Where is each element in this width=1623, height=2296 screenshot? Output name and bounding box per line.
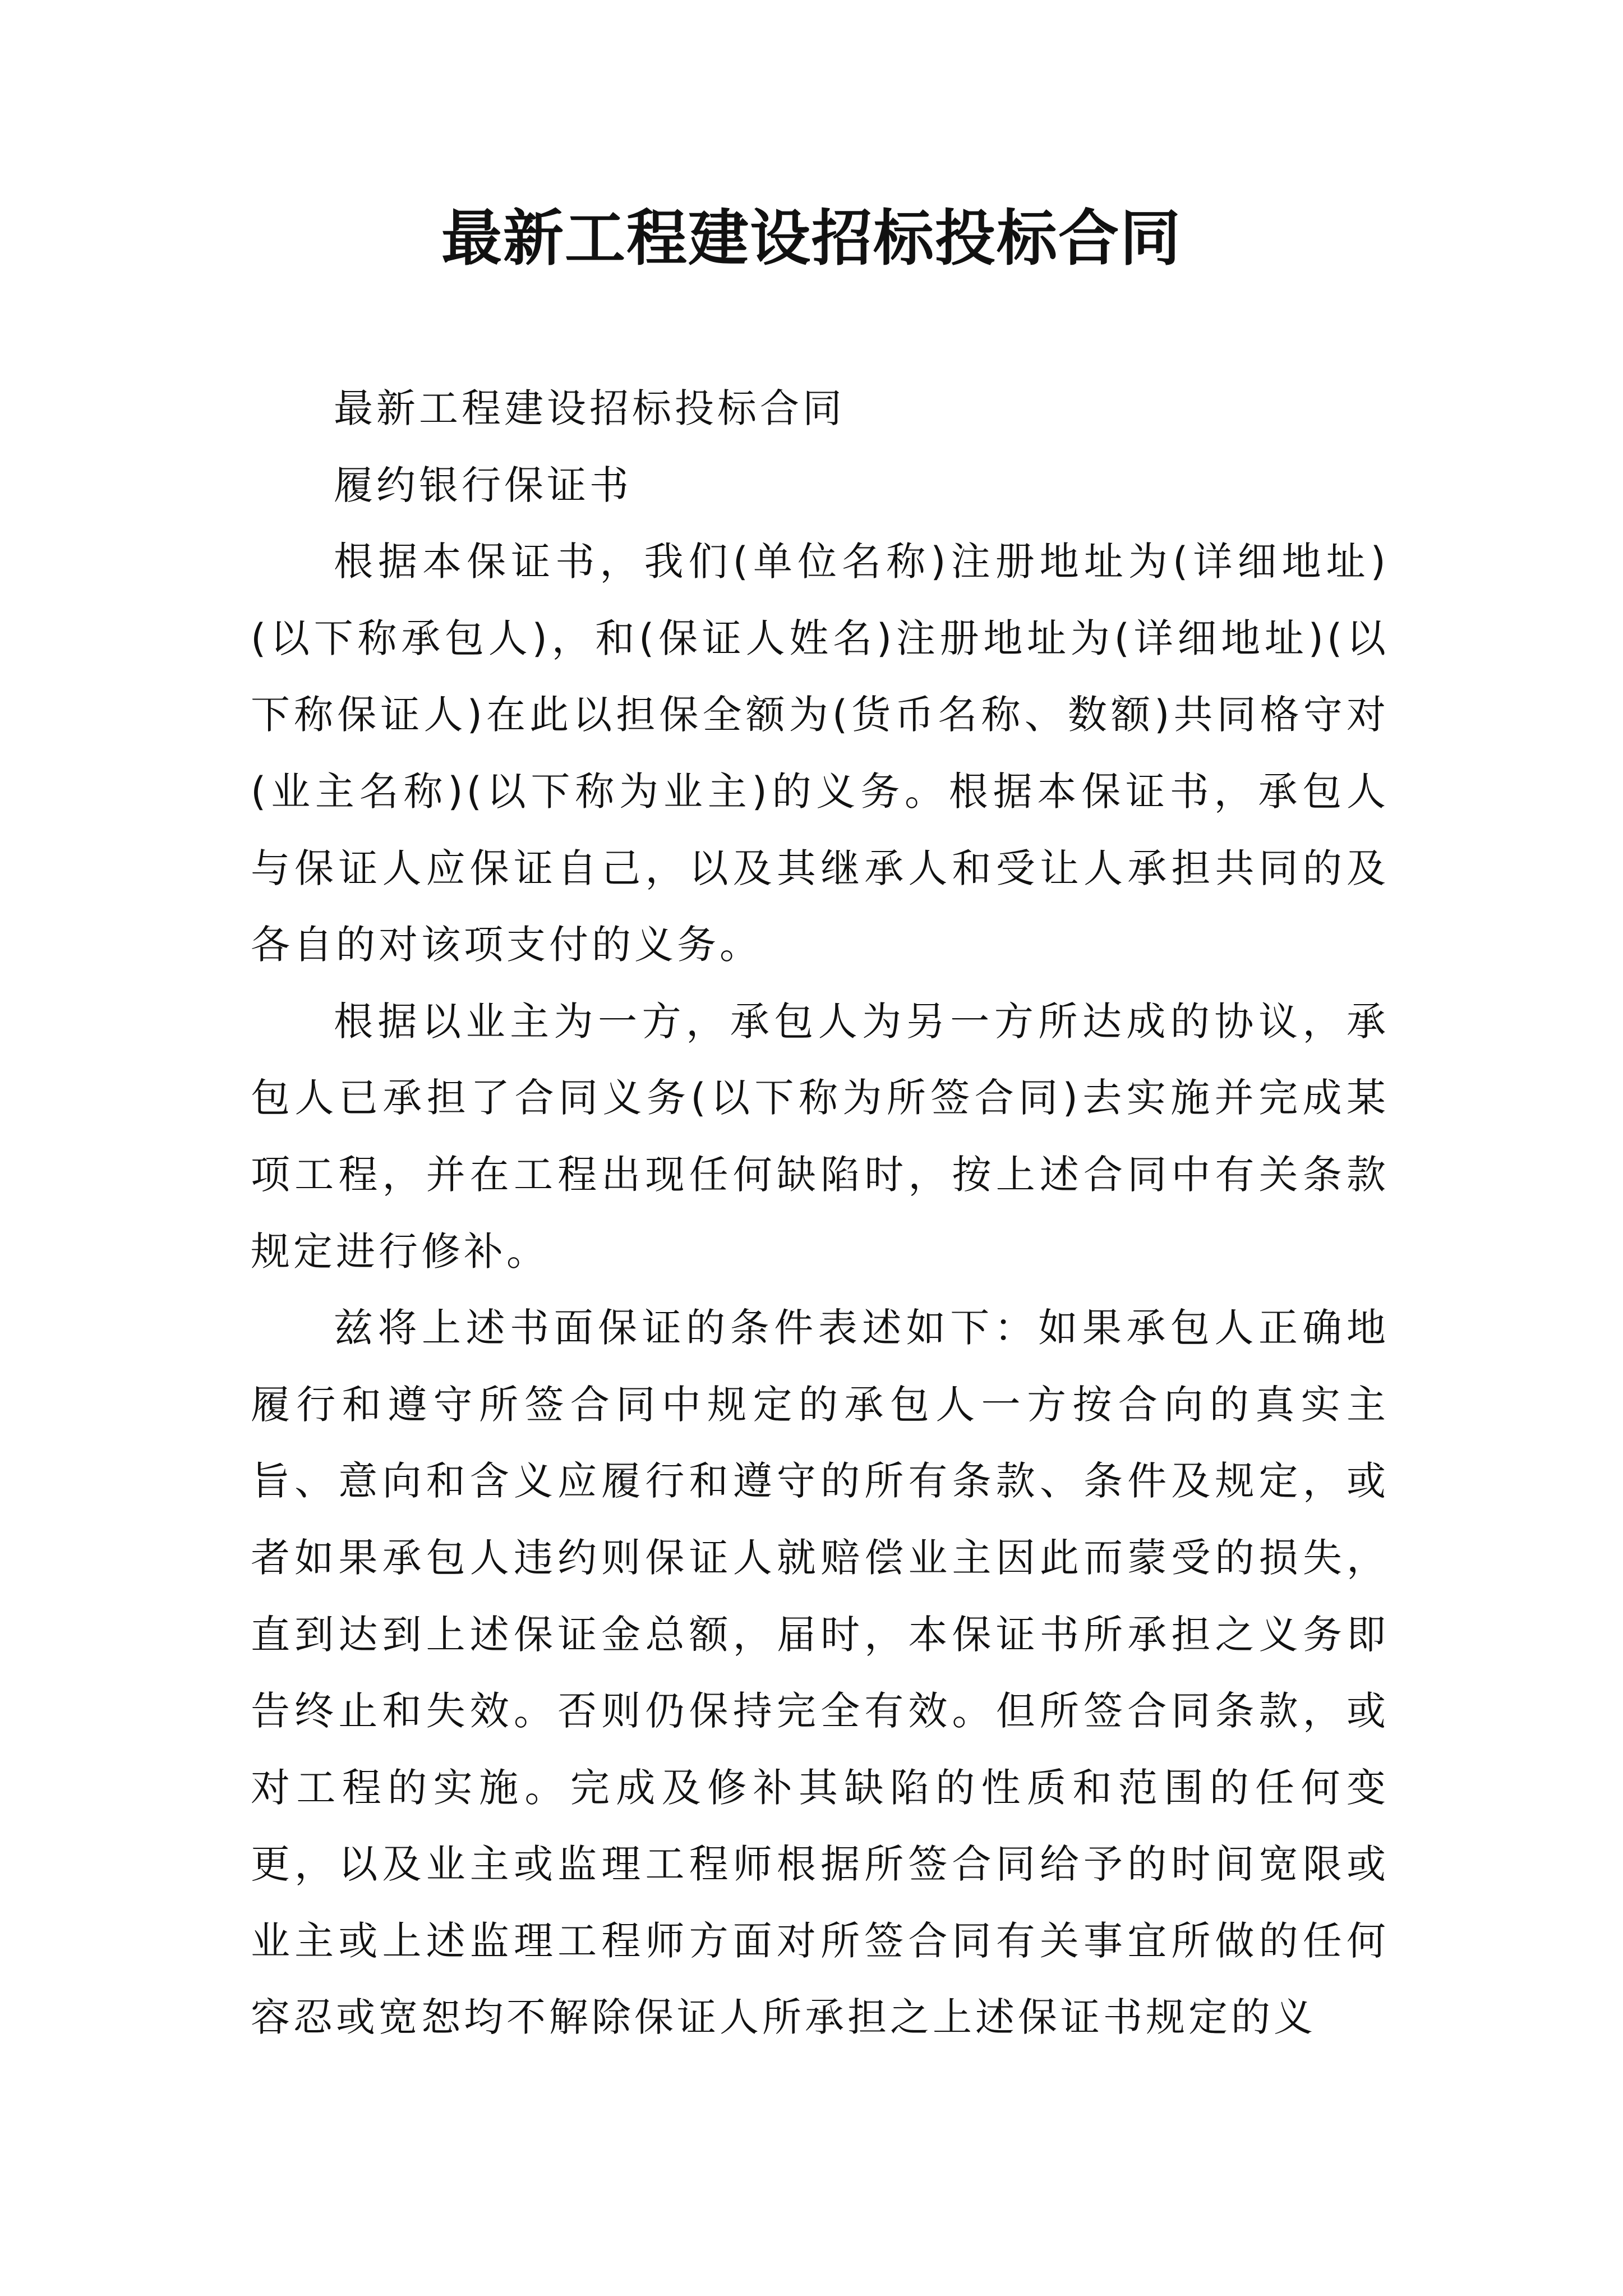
document-title: 最新工程建设招标投标合同 bbox=[441, 203, 1182, 274]
paragraph-heading: 最新工程建设招标投标合同 bbox=[334, 385, 845, 431]
paragraph: 根据本保证书，我们(单位名称)注册地址为(详细地址)(以下称承包人)，和(保证人姓名)注册地址为(详细地址)(以下称保证人)在此以担保全额为(货币名称、数额)共同格守对(业主名称)(以下称为业主)的义务。根据本保证书，承包人与保证人应保证自己，以及其继承人和受让人承担共同的及各自的对该项支付的义务。 bbox=[251, 539, 1389, 968]
document-body bbox=[251, 370, 1389, 2056]
paragraph: 兹将上述书面保证的条件表述如下：如果承包人正确地履行和遵守所签合同中规定的承包人一方按合向的真实主旨、意向和含义应履行和遵守的所有条款、条件及规定，或者如果承包人违约则保证人就赔偿业主因此而蒙受的损失，直到达到上述保证金总额，届时，本保证书所承担之义务即告终止和失效。否则仍保持完全有效。但所签合同条款，或对工程的实施。完成及修补其缺陷的性质和范围的任何变更，以及业主或监理工程师根据所签合同给予的时间宽限或业主或上述监理工程师方面对所签合同有关事宜所做的任何容忍或宽恕均不解除保证人所承担之上述保证书规定的义 bbox=[251, 1305, 1389, 2041]
paragraph: 根据以业主为一方，承包人为另一方所达成的协议，承包人已承担了合同义务(以下称为所签合同)去实施并完成某项工程，并在工程出现任何缺陷时，按上述合同中有关条款规定进行修补。 bbox=[251, 998, 1389, 1274]
paragraph-subheading: 履约银行保证书 bbox=[334, 462, 632, 508]
